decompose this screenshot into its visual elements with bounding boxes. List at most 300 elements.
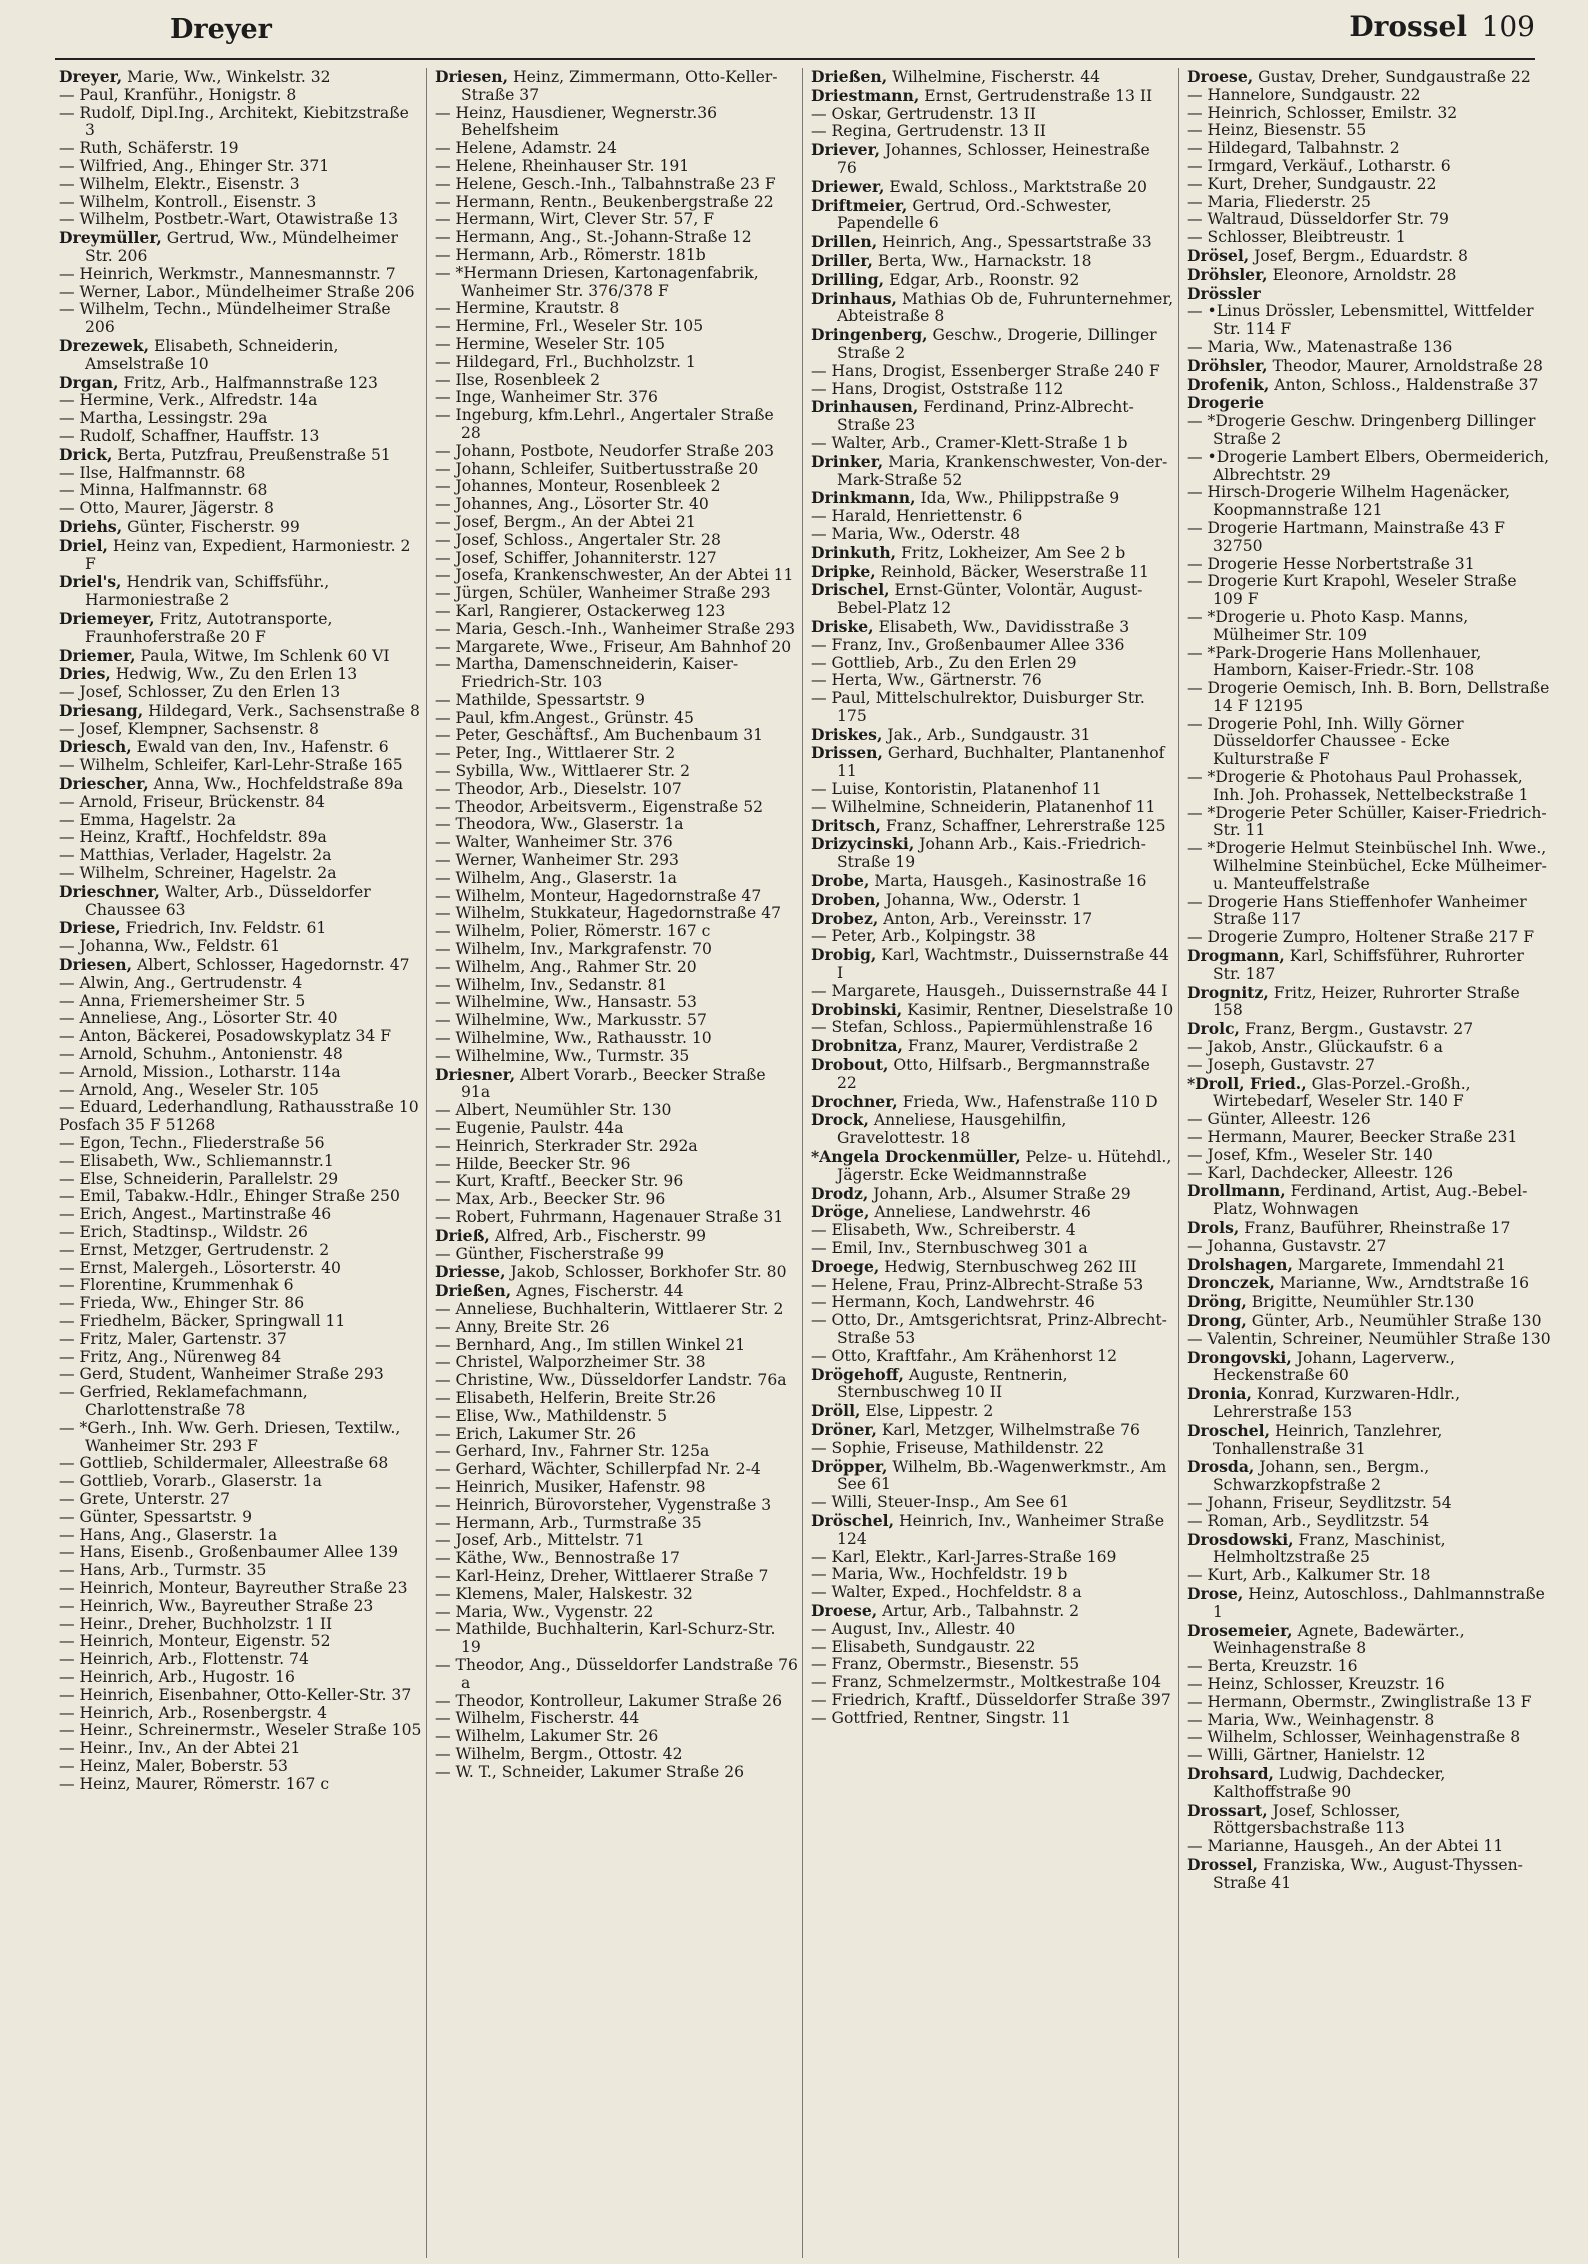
- directory-entry: [59, 1758, 422, 1776]
- directory-entry: [811, 1056, 1174, 1093]
- entry-surname: Drobez,: [811, 908, 879, 928]
- directory-entry: [59, 1651, 422, 1669]
- entry-details: — Kurt, Kraftf., Beecker Str. 96: [435, 1172, 684, 1191]
- entry-details: Marta, Hausgeh., Kasinostraße 16: [869, 872, 1147, 891]
- directory-entry: [811, 1692, 1174, 1710]
- directory-entry: [59, 428, 422, 446]
- directory-entry: [59, 847, 422, 865]
- entry-details: — Alwin, Ang., Gertrudenstr. 4: [59, 973, 303, 992]
- entry-details: Artur, Arb., Talbahnstr. 2: [877, 1601, 1080, 1620]
- directory-entry: [59, 1331, 422, 1349]
- entry-surname: Drinker,: [811, 451, 884, 471]
- directory-entry: [435, 834, 798, 852]
- directory-entry: [1187, 1129, 1551, 1147]
- entry-details: — Paul, kfm.Angest., Grünstr. 45: [435, 708, 694, 727]
- entry-details: Hedwig, Ww., Zu den Erlen 13: [110, 665, 358, 684]
- entry-details: — Kurt, Dreher, Sundgaustr. 22: [1187, 174, 1437, 193]
- entry-details: Franz, Schaffner, Lehrerstraße 125: [880, 816, 1166, 835]
- entry-details: — Anton, Bäckerei, Posadowskyplatz 34 F: [59, 1027, 392, 1046]
- entry-details: — Helene, Rheinhauser Str. 191: [435, 156, 690, 175]
- entry-details: — Heinrich, Werkmstr., Mannesmannstr. 7: [59, 264, 396, 283]
- entry-details: — Christel, Walporzheimer Str. 38: [435, 1353, 706, 1372]
- entry-surname: Dröll,: [811, 1401, 861, 1421]
- entry-details: — Heinz, Maurer, Römerstr. 167 c: [59, 1774, 330, 1793]
- directory-entry: [435, 1604, 798, 1622]
- entry-surname: Drosda,: [1187, 1457, 1255, 1477]
- directory-entry: [435, 1461, 798, 1479]
- directory-entry: [811, 290, 1174, 327]
- directory-entry: [59, 374, 422, 393]
- directory-entry: [1187, 1293, 1551, 1312]
- directory-entry: [59, 1028, 422, 1046]
- directory-entry: [1187, 140, 1551, 158]
- directory-entry: [59, 1722, 422, 1740]
- entry-details: Elisabeth, Ww., Davidisstraße 3: [873, 617, 1130, 636]
- directory-entry: [811, 799, 1174, 817]
- directory-entry: [59, 573, 422, 610]
- directory-entry: [811, 326, 1174, 363]
- entry-details: Franz, Bergm., Gustavstr. 27: [1240, 1020, 1474, 1039]
- directory-entry: [435, 621, 798, 639]
- entry-surname: Drieschner,: [59, 881, 160, 901]
- entry-details: Hedwig, Sternbuschweg 262 III: [879, 1257, 1137, 1276]
- entry-surname: Droben,: [811, 889, 881, 909]
- entry-details: — Wilhelm, Kontroll., Eisenstr. 3: [59, 192, 317, 211]
- directory-entry: [1187, 1385, 1551, 1422]
- directory-entry: [811, 563, 1174, 582]
- entry-surname: Dronia,: [1187, 1384, 1252, 1404]
- directory-entry: [435, 1301, 798, 1319]
- entry-surname: Drick,: [59, 444, 113, 464]
- entry-details: — Arnold, Schuhm., Antonienstr. 48: [59, 1045, 343, 1064]
- directory-entry: [1187, 609, 1551, 645]
- entry-details: Elisabeth, Schneiderin, Amselstraße 10: [85, 336, 339, 373]
- directory-entry: [1187, 1838, 1551, 1856]
- directory-entry: [811, 381, 1174, 399]
- entry-details: — Erich, Lakumer Str. 26: [435, 1424, 637, 1443]
- entry-details: — *Park-Drogerie Hans Mollenhauer, Hamborn, Kaiser-Friedr.-Str. 108: [1187, 643, 1482, 680]
- directory-entry: [435, 1048, 798, 1066]
- entry-details: Ewald van den, Inv., Hafenstr. 6: [131, 738, 389, 757]
- directory-entry: [59, 392, 422, 410]
- entry-details: — Heinr., Inv., An der Abtei 21: [59, 1739, 301, 1758]
- entry-details: — Emil, Tabakw.-Hdlr., Ehinger Straße 250: [59, 1187, 400, 1206]
- entry-details: — Martha, Damenschneiderin, Kaiser-Friedrich-Str. 103: [435, 655, 739, 692]
- entry-details: Albert, Schlosser, Hagedornstr. 47: [132, 956, 410, 975]
- page-header: [55, 0, 1535, 60]
- entry-details: — Jürgen, Schüler, Wanheimer Straße 293: [435, 584, 771, 603]
- directory-entry: [59, 829, 422, 847]
- entry-details: — Regina, Gertrudenstr. 13 II: [811, 122, 1046, 141]
- directory-entry: [1187, 1219, 1551, 1238]
- entry-details: Wilhelm, Bb.-Wagenwerkmstr., Am See 61: [837, 1457, 1167, 1494]
- entry-details: — Theodor, Arb., Dieselstr. 107: [435, 779, 682, 798]
- entry-surname: Driesner,: [435, 1064, 516, 1084]
- directory-entry: [811, 435, 1174, 453]
- directory-entry: [811, 544, 1174, 563]
- directory-entry: [811, 1001, 1174, 1020]
- entry-details: — Hannelore, Sundgaustr. 22: [1187, 85, 1421, 104]
- entry-details: Kasimir, Rentner, Dieselstraße 10: [902, 1000, 1174, 1019]
- entry-details: — Johanna, Ww., Feldstr. 61: [59, 937, 281, 956]
- entry-surname: Dröpper,: [811, 1456, 888, 1476]
- entry-details: — Hermine, Frl., Weseler Str. 105: [435, 317, 704, 336]
- directory-entry: [811, 1294, 1174, 1312]
- directory-entry: [435, 407, 798, 443]
- directory-entry: [435, 318, 798, 336]
- entry-details: Ernst-Günter, Volontär, August-Bebel-Platz 12: [837, 581, 1143, 618]
- directory-entry: [1187, 376, 1551, 395]
- directory-entry: [1187, 1331, 1551, 1349]
- entry-surname: Drossel,: [1187, 1854, 1258, 1874]
- directory-entry: [811, 508, 1174, 526]
- directory-entry: [435, 1120, 798, 1138]
- entry-details: — Arnold, Friseur, Brückenstr. 84: [59, 792, 325, 811]
- directory-entry: [1187, 556, 1551, 574]
- directory-entry: [59, 1206, 422, 1224]
- entry-details: — Gottlieb, Arb., Zu den Erlen 29: [811, 653, 1077, 672]
- directory-entry: [435, 1390, 798, 1408]
- directory-entry: [59, 266, 422, 284]
- directory-entry: [59, 956, 422, 975]
- entry-details: — Wilhelm, Inv., Markgrafenstr. 70: [435, 940, 712, 959]
- directory-entry: [811, 526, 1174, 544]
- directory-entry: [811, 233, 1174, 252]
- entry-details: — Ernst, Malergeh., Lösorterstr. 40: [59, 1258, 341, 1277]
- directory-entry: [435, 1568, 798, 1586]
- entry-details: Alfred, Arb., Fischerstr. 99: [489, 1226, 707, 1245]
- directory-entry: [59, 1082, 422, 1100]
- entry-surname: Droege,: [811, 1256, 880, 1276]
- directory-entry: [811, 928, 1174, 946]
- entry-details: — Wilhelm, Techn., Mündelheimer Straße 206: [59, 300, 391, 337]
- entry-details: — Paul, Kranführ., Honigstr. 8: [59, 85, 297, 104]
- directory-entry: [811, 655, 1174, 673]
- directory-entry: [435, 994, 798, 1012]
- directory-entry: [1187, 1676, 1551, 1694]
- directory-entry: [59, 284, 422, 302]
- entry-details: — Jakob, Anstr., Glückaufstr. 6 a: [1187, 1038, 1443, 1057]
- entry-details: — Hermann, Ang., St.-Johann-Straße 12: [435, 228, 752, 247]
- entry-details: — Gerhard, Inv., Fahrner Str. 125a: [435, 1442, 710, 1461]
- entry-details: — Werner, Wanheimer Str. 293: [435, 851, 679, 870]
- entry-details: — Otto, Dr., Amtsgerichtsrat, Prinz-Albrecht-Straße 53: [811, 1311, 1167, 1347]
- directory-entry: [435, 1138, 798, 1156]
- directory-entry: [1187, 1256, 1551, 1275]
- directory-entry: [59, 919, 422, 938]
- entry-details: — Maria, Gesch.-Inh., Wanheimer Straße 293: [435, 619, 796, 638]
- directory-entry: [1187, 645, 1551, 681]
- entry-details: Gertrud, Ord.-Schwester, Papendelle 6: [837, 196, 1112, 233]
- entry-surname: Drogmann,: [1187, 946, 1285, 966]
- entry-details: Hendrik van, Schiffsführ., Harmoniestraße 2: [85, 573, 330, 610]
- directory-entry: [1187, 229, 1551, 247]
- directory-entry: [59, 812, 422, 830]
- directory-entry: [435, 799, 798, 817]
- entry-details: — Willi, Steuer-Insp., Am See 61: [811, 1493, 1070, 1512]
- entry-surname: Driescher,: [59, 774, 149, 794]
- directory-entry: [1187, 211, 1551, 229]
- entry-details: Franz, Maurer, Verdistraße 2: [902, 1037, 1139, 1056]
- directory-entry: [1187, 840, 1551, 893]
- entry-details: Else, Lippestr. 2: [860, 1402, 994, 1421]
- directory-entry: [59, 1135, 422, 1153]
- directory-entry: [59, 194, 422, 212]
- entry-details: — Maria, Ww., Vygenstr. 22: [435, 1602, 654, 1621]
- directory-entry: [811, 178, 1174, 197]
- entry-details: Reinhold, Bäcker, Weserstraße 11: [875, 562, 1149, 581]
- entry-details: — Otto, Maurer, Jägerstr. 8: [59, 499, 274, 518]
- header-first-entry: Dreyer: [170, 14, 272, 45]
- entry-details: — Gottlieb, Schildermaler, Alleestraße 68: [59, 1454, 389, 1473]
- directory-entry: [435, 852, 798, 870]
- entry-details: — Fritz, Ang., Nürenweg 84: [59, 1347, 282, 1366]
- entry-details: — Peter, Ing., Wittlaerer Str. 2: [435, 744, 676, 763]
- entry-surname: Drochner,: [811, 1091, 898, 1111]
- entry-details: Josef, Schlosser, Röttgersbachstraße 113: [1213, 1801, 1405, 1838]
- entry-details: — Fritz, Maler, Gartenstr. 37: [59, 1329, 287, 1348]
- entry-details: — Heinz, Kraftf., Hochfeldstr. 89a: [59, 828, 327, 847]
- directory-entry: [435, 1030, 798, 1048]
- entry-details: — Wilfried, Ang., Ehinger Str. 371: [59, 156, 330, 175]
- entry-details: — Franz, Schmelzermstr., Moltkestraße 104: [811, 1673, 1161, 1692]
- directory-entry: [811, 1277, 1174, 1295]
- entry-surname: Driestmann,: [811, 85, 920, 105]
- directory-entry: [1187, 449, 1551, 485]
- directory-entry: [435, 336, 798, 354]
- directory-entry: [811, 197, 1174, 234]
- entry-details: — Josef, Schiffer, Johanniterstr. 127: [435, 548, 717, 567]
- directory-entry: [59, 1562, 422, 1580]
- entry-details: — Luise, Kontoristin, Platanenhof 11: [811, 780, 1102, 799]
- directory-entry: [1187, 105, 1551, 123]
- entry-details: — Karl-Heinz, Dreher, Wittlaerer Straße 7: [435, 1566, 769, 1585]
- entry-details: — Johann, Schleifer, Suitbertusstraße 20: [435, 459, 759, 478]
- entry-details: — *Drogerie & Photohaus Paul Prohassek, Inh. Joh. Prohassek, Nettelbeckstraße 1: [1187, 768, 1529, 804]
- directory-entry: [1187, 1856, 1551, 1893]
- entry-details: — Helene, Gesch.-Inh., Talbahnstraße 23 F: [435, 174, 776, 193]
- directory-entry: [811, 1710, 1174, 1728]
- entry-details: Fritz, Heizer, Ruhrorter Straße 158: [1213, 983, 1520, 1020]
- directory-entry: [435, 692, 798, 710]
- entry-details: — Franz, Obermstr., Biesenstr. 55: [811, 1655, 1080, 1674]
- directory-entry: [59, 738, 422, 757]
- entry-details: Jak., Arb., Sundgaustr. 31: [882, 725, 1091, 744]
- entry-details: — Erich, Angest., Martinstraße 46: [59, 1205, 332, 1224]
- entry-details: — Drogerie Hesse Norbertstraße 31: [1187, 554, 1475, 573]
- entry-details: Ida, Ww., Philippstraße 9: [915, 489, 1120, 508]
- entry-details: — Josef, Bergm., An der Abtei 21: [435, 512, 696, 531]
- entry-details: — W. T., Schneider, Lakumer Straße 26: [435, 1762, 745, 1781]
- entry-surname: Drodz,: [811, 1183, 869, 1203]
- column-4: [1183, 68, 1555, 2258]
- entry-surname: Drinkuth,: [811, 542, 897, 562]
- entry-surname: Driesch,: [59, 737, 132, 757]
- entry-details: — Karl, Elektr., Karl-Jarres-Straße 169: [811, 1547, 1117, 1566]
- entry-details: — Erich, Stadtinsp., Wildstr. 26: [59, 1223, 308, 1241]
- directory-entry: [59, 1455, 422, 1473]
- directory-entry: [811, 581, 1174, 618]
- entry-surname: Drezewek,: [59, 335, 150, 355]
- entry-surname: Drinhaus,: [811, 288, 897, 308]
- entry-details: — Wilhelm, Polier, Römerstr. 167 c: [435, 922, 711, 941]
- directory-entry: [1187, 573, 1551, 609]
- directory-entry: [1187, 1422, 1551, 1459]
- directory-entry: [1187, 1039, 1551, 1057]
- entry-surname: Dreymüller,: [59, 228, 162, 248]
- entry-details: Albert Vorarb., Beecker Straße 91a: [461, 1065, 766, 1102]
- entry-details: — Otto, Kraftfahr., Am Krähenhorst 12: [811, 1346, 1118, 1365]
- entry-details: — Hermann, Obermstr., Zwinglistraße 13 F: [1187, 1692, 1532, 1711]
- entry-details: — Maria, Fliederstr. 25: [1187, 192, 1371, 211]
- entry-surname: Drillen,: [811, 232, 878, 252]
- directory-entry: [435, 176, 798, 194]
- entry-details: — Paul, Mittelschulrektor, Duisburger Str. 175: [811, 689, 1145, 725]
- directory-entry: [811, 1566, 1174, 1584]
- directory-entry: [1187, 1274, 1551, 1293]
- directory-entry: [811, 1185, 1174, 1204]
- entry-surname: Driever,: [811, 140, 881, 160]
- directory-entry: [435, 959, 798, 977]
- entry-surname: Drolshagen,: [1187, 1254, 1293, 1274]
- directory-entry: [435, 461, 798, 479]
- entry-details: — Mathilde, Buchhalterin, Karl-Schurz-Str. 19: [435, 1620, 776, 1657]
- entry-details: Ernst, Gertrudenstraße 13 II: [919, 86, 1153, 105]
- directory-entry: [435, 1586, 798, 1604]
- entry-details: — Robert, Fuhrmann, Hagenauer Straße 31: [435, 1208, 784, 1226]
- entry-details: — Wilhelm, Elektr., Eisenstr. 3: [59, 174, 300, 193]
- directory-entry: [1187, 1057, 1551, 1075]
- directory-entry: [435, 1156, 798, 1174]
- entry-details: — Gottfried, Rentner, Singstr. 11: [811, 1708, 1071, 1727]
- entry-details: Heinrich, Inv., Wanheimer Straße 124: [837, 1511, 1165, 1548]
- entry-details: Mathias Ob de, Fuhrunternehmer, Abteistraße 8: [837, 289, 1174, 326]
- entry-details: — Drogerie Hartmann, Mainstraße 43 F 32750: [1187, 518, 1505, 555]
- directory-entry: [435, 923, 798, 941]
- entry-details: — Maria, Ww., Oderstr. 48: [811, 524, 1021, 543]
- entry-details: — Waltraud, Düsseldorfer Str. 79: [1187, 210, 1449, 229]
- directory-entry: [435, 1497, 798, 1515]
- directory-entry: [811, 123, 1174, 141]
- entry-details: — Eduard, Lederhandlung, Rathausstraße 10: [59, 1098, 419, 1117]
- entry-details: Marie, Ww., Winkelstr. 32: [122, 68, 331, 86]
- entry-details: Eleonore, Arnoldstr. 28: [1267, 265, 1457, 284]
- entry-details: — Klemens, Maler, Halskestr. 32: [435, 1584, 693, 1603]
- entry-details: Jakob, Schlosser, Borkhofer Str. 80: [505, 1263, 787, 1282]
- entry-details: Günter, Arb., Neumühler Straße 130: [1246, 1311, 1542, 1330]
- directory-entry: [811, 1111, 1174, 1148]
- entry-details: — Hans, Drogist, Oststraße 112: [811, 379, 1064, 398]
- entry-details: Berta, Ww., Harnackstr. 18: [872, 251, 1092, 270]
- entry-details: — Wilhelm, Schreiner, Hagelstr. 2a: [59, 864, 337, 883]
- entry-details: — Johannes, Ang., Lösorter Str. 40: [435, 495, 709, 514]
- directory-entry: [435, 567, 798, 585]
- directory-entry: [811, 1312, 1174, 1348]
- entry-details: — *Drogerie Helmut Steinbüschel Inh. Wwe., Wilhelmine Steinbüchel, Ecke Mülheimer- u. Manteuffelstraße: [1187, 839, 1547, 893]
- directory-entry: [435, 1728, 798, 1746]
- entry-details: — *Drogerie Geschw. Dringenberg Dillinger Straße 2: [1187, 412, 1536, 448]
- directory-entry: [59, 1598, 422, 1616]
- directory-entry: [59, 482, 422, 500]
- entry-details: Heinz, Zimmermann, Otto-Keller-Straße 37: [461, 68, 778, 104]
- entry-details: — Heinrich, Bürovorsteher, Vygenstraße 3: [435, 1495, 772, 1514]
- entry-surname: Drobout,: [811, 1055, 889, 1075]
- entry-details: — Mathilde, Spessartstr. 9: [435, 690, 645, 709]
- directory-entry: [811, 781, 1174, 799]
- directory-entry: [811, 363, 1174, 381]
- entry-details: Paula, Witwe, Im Schlenk 60 VI: [135, 646, 390, 665]
- directory-entry: [811, 726, 1174, 745]
- directory-entry: [435, 1426, 798, 1444]
- entry-details: — Heinrich, Ww., Bayreuther Straße 23: [59, 1596, 374, 1615]
- entry-details: Johanna, Ww., Oderstr. 1: [880, 890, 1082, 909]
- entry-details: Josef, Bergm., Eduardstr. 8: [1249, 246, 1468, 265]
- entry-surname: Dröhsler,: [1187, 355, 1268, 375]
- entry-details: — Hermann, Rentn., Beukenbergstraße 22: [435, 192, 774, 211]
- directory-entry: [1187, 1802, 1551, 1839]
- directory-entry: [1187, 947, 1551, 984]
- directory-entry: [435, 300, 798, 318]
- entry-details: — Hildegard, Talbahnstr. 2: [1187, 139, 1400, 158]
- directory-entry: [435, 1282, 798, 1301]
- directory-entry: [435, 478, 798, 496]
- entry-details: Maria, Krankenschwester, Von-der-Mark-Straße 52: [837, 452, 1168, 489]
- entry-surname: Driese,: [59, 918, 121, 938]
- directory-entry: [59, 105, 422, 141]
- entry-surname: Drinkmann,: [811, 488, 916, 508]
- entry-details: — Peter, Geschäftsf., Am Buchenbaum 31: [435, 726, 764, 745]
- directory-entry: [435, 1532, 798, 1550]
- entry-surname: Drossart,: [1187, 1800, 1268, 1820]
- entry-details: — •Linus Drössler, Lebensmittel, Wittfelder Str. 114 F: [1187, 302, 1534, 339]
- entry-details: — Theodor, Kontrolleur, Lakumer Straße 26: [435, 1691, 783, 1710]
- directory-entry: [435, 211, 798, 229]
- directory-entry: [435, 443, 798, 461]
- entry-details: — Friedrich, Kraftf., Düsseldorfer Straße 397: [811, 1690, 1171, 1709]
- directory-entry: [59, 775, 422, 794]
- directory-entry: [811, 1093, 1174, 1112]
- directory-entry: [435, 247, 798, 265]
- entry-details: — Arnold, Mission., Lotharstr. 114a: [59, 1062, 341, 1081]
- entry-details: Anna, Ww., Hochfeldstraße 89a: [148, 775, 404, 794]
- entry-details: — Gerhard, Wächter, Schillerpfad Nr. 2-4: [435, 1460, 761, 1479]
- directory-entry: [811, 1602, 1174, 1621]
- directory-entry: [59, 1384, 422, 1420]
- directory-entry: [59, 1527, 422, 1545]
- entry-details: — Hermann, Koch, Landwehrstr. 46: [811, 1293, 1095, 1312]
- directory-entry: [59, 176, 422, 194]
- directory-entry: [435, 1515, 798, 1533]
- directory-entry: [59, 68, 422, 87]
- directory-entry: [435, 745, 798, 763]
- directory-entry: [59, 1669, 422, 1687]
- directory-entry: [59, 647, 422, 666]
- directory-entry: [811, 983, 1174, 1001]
- directory-entry: [1187, 769, 1551, 805]
- directory-entry: [435, 1066, 798, 1103]
- directory-entry: [1187, 1165, 1551, 1183]
- directory-entry: [435, 1443, 798, 1461]
- directory-entry: [1187, 339, 1551, 357]
- entry-details: Johann, Arb., Alsumer Straße 29: [868, 1184, 1131, 1203]
- directory-entry: [811, 1203, 1174, 1222]
- directory-entry: [59, 537, 422, 574]
- entry-surname: Dröhsler,: [1187, 264, 1268, 284]
- directory-entry: [59, 665, 422, 684]
- directory-entry: [59, 1509, 422, 1527]
- entry-surname: Driemer,: [59, 645, 136, 665]
- entry-details: — Gerfried, Reklamefachmann, Charlottenstraße 78: [59, 1383, 308, 1419]
